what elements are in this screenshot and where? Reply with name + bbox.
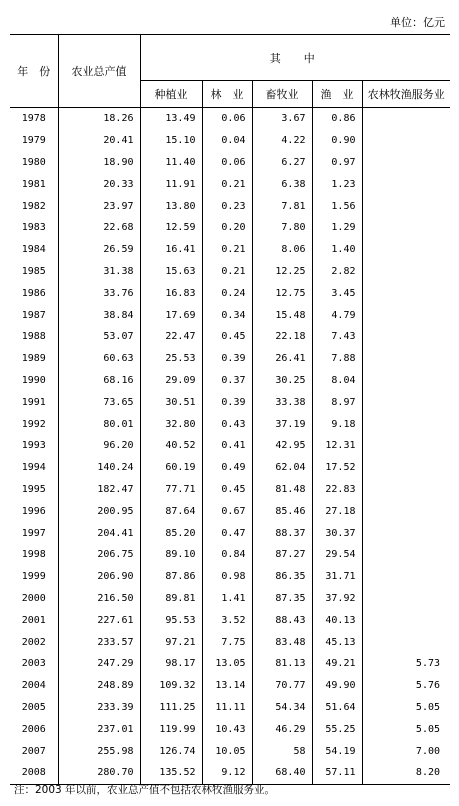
year-cell: 1981 [21, 178, 46, 190]
crops-cell: 12.59 [140, 217, 202, 239]
forestry-cell: 1.41 [202, 588, 252, 610]
total-cell: 20.41 [58, 130, 140, 152]
table-row [10, 239, 450, 261]
fishery-cell: 31.71 [312, 566, 362, 588]
header-crops: 种植业 [140, 81, 202, 108]
total-cell: 237.01 [58, 718, 140, 740]
table-row [10, 173, 450, 195]
services-cell [362, 609, 450, 631]
table-row [10, 391, 450, 413]
services-cell [362, 588, 450, 610]
livestock-cell: 46.29 [252, 718, 312, 740]
total-cell: 200.95 [58, 500, 140, 522]
services-cell: 5.73 [362, 653, 450, 675]
total-cell: 68.16 [58, 370, 140, 392]
total-cell: 38.84 [58, 304, 140, 326]
forestry-cell: 0.21 [202, 173, 252, 195]
table-row [10, 435, 450, 457]
total-cell: 206.90 [58, 566, 140, 588]
livestock-cell: 42.95 [252, 435, 312, 457]
table-row [10, 522, 450, 544]
crops-cell: 29.09 [140, 370, 202, 392]
services-cell [362, 130, 450, 152]
year-cell: 1988 [21, 331, 46, 343]
fishery-cell: 3.45 [312, 282, 362, 304]
fishery-cell: 57.11 [312, 762, 362, 784]
total-cell: 227.61 [58, 609, 140, 631]
livestock-cell: 3.67 [252, 108, 312, 130]
table-row [10, 457, 450, 479]
table-row [10, 740, 450, 762]
crops-cell: 11.91 [140, 173, 202, 195]
year-cell: 1979 [21, 135, 46, 147]
livestock-cell: 33.38 [252, 391, 312, 413]
crops-cell: 32.80 [140, 413, 202, 435]
fishery-cell: 22.83 [312, 479, 362, 501]
services-cell [362, 631, 450, 653]
fishery-cell: 2.82 [312, 261, 362, 283]
forestry-cell: 0.06 [202, 152, 252, 174]
services-cell: 8.20 [362, 762, 450, 784]
forestry-cell: 9.12 [202, 762, 252, 784]
total-cell: 206.75 [58, 544, 140, 566]
header-services: 农林牧渔服务业 [362, 81, 450, 108]
services-cell [362, 457, 450, 479]
year-cell: 1994 [21, 462, 46, 474]
total-cell: 233.57 [58, 631, 140, 653]
services-cell [362, 413, 450, 435]
livestock-cell: 4.22 [252, 130, 312, 152]
total-cell: 80.01 [58, 413, 140, 435]
year-cell: 1986 [21, 287, 46, 299]
year-cell: 2005 [21, 701, 46, 713]
forestry-cell: 0.67 [202, 500, 252, 522]
table-row [10, 675, 450, 697]
year-cell: 1982 [21, 200, 46, 212]
total-cell: 140.24 [58, 457, 140, 479]
table-row [10, 609, 450, 631]
total-cell: 96.20 [58, 435, 140, 457]
crops-cell: 13.49 [140, 108, 202, 130]
forestry-cell: 10.05 [202, 740, 252, 762]
crops-cell: 25.53 [140, 348, 202, 370]
forestry-cell: 11.11 [202, 697, 252, 719]
livestock-cell: 6.38 [252, 173, 312, 195]
year-cell: 1983 [21, 222, 46, 234]
fishery-cell: 1.56 [312, 195, 362, 217]
forestry-cell: 7.75 [202, 631, 252, 653]
livestock-cell: 54.34 [252, 697, 312, 719]
total-cell: 18.26 [58, 108, 140, 130]
table-row [10, 261, 450, 283]
crops-cell: 30.51 [140, 391, 202, 413]
livestock-cell: 85.46 [252, 500, 312, 522]
year-cell: 1999 [21, 571, 46, 583]
crops-cell: 119.99 [140, 718, 202, 740]
crops-cell: 135.52 [140, 762, 202, 784]
services-cell [362, 522, 450, 544]
fishery-cell: 55.25 [312, 718, 362, 740]
livestock-cell: 7.81 [252, 195, 312, 217]
services-cell [362, 326, 450, 348]
table-row [10, 479, 450, 501]
year-cell: 1987 [21, 309, 46, 321]
crops-cell: 109.32 [140, 675, 202, 697]
fishery-cell: 49.90 [312, 675, 362, 697]
fishery-cell: 49.21 [312, 653, 362, 675]
crops-cell: 89.10 [140, 544, 202, 566]
forestry-cell: 0.04 [202, 130, 252, 152]
footnote: 注：2003 年以前，农业总产值不包括农林牧渔服务业。 [14, 784, 276, 796]
crops-cell: 15.63 [140, 261, 202, 283]
table-row [10, 130, 450, 152]
forestry-cell: 0.34 [202, 304, 252, 326]
livestock-cell: 22.18 [252, 326, 312, 348]
fishery-cell: 0.90 [312, 130, 362, 152]
crops-cell: 126.74 [140, 740, 202, 762]
unit-label: 单位：亿元 [390, 16, 445, 29]
total-cell: 233.39 [58, 697, 140, 719]
fishery-cell: 17.52 [312, 457, 362, 479]
header-livestock: 畜牧业 [252, 81, 312, 108]
table-row [10, 697, 450, 719]
services-cell [362, 348, 450, 370]
total-cell: 248.89 [58, 675, 140, 697]
services-cell: 5.05 [362, 718, 450, 740]
services-cell [362, 239, 450, 261]
fishery-cell: 29.54 [312, 544, 362, 566]
livestock-cell: 12.75 [252, 282, 312, 304]
forestry-cell: 0.06 [202, 108, 252, 130]
livestock-cell: 26.41 [252, 348, 312, 370]
year-cell: 1990 [21, 374, 46, 386]
crops-cell: 77.71 [140, 479, 202, 501]
livestock-cell: 15.48 [252, 304, 312, 326]
fishery-cell: 27.18 [312, 500, 362, 522]
crops-cell: 16.41 [140, 239, 202, 261]
crops-cell: 97.21 [140, 631, 202, 653]
year-cell: 1989 [21, 353, 46, 365]
table-row [10, 326, 450, 348]
year-cell: 2000 [21, 592, 46, 604]
fishery-cell: 1.29 [312, 217, 362, 239]
forestry-cell: 13.05 [202, 653, 252, 675]
forestry-cell: 0.43 [202, 413, 252, 435]
crops-cell: 89.81 [140, 588, 202, 610]
total-cell: 216.50 [58, 588, 140, 610]
forestry-cell: 0.20 [202, 217, 252, 239]
total-cell: 26.59 [58, 239, 140, 261]
forestry-cell: 0.47 [202, 522, 252, 544]
services-cell: 7.00 [362, 740, 450, 762]
table-row [10, 566, 450, 588]
forestry-cell: 0.37 [202, 370, 252, 392]
table-row [10, 762, 450, 784]
services-cell [362, 195, 450, 217]
livestock-cell: 88.43 [252, 609, 312, 631]
fishery-cell: 12.31 [312, 435, 362, 457]
fishery-cell: 0.86 [312, 108, 362, 130]
livestock-cell: 12.25 [252, 261, 312, 283]
year-cell: 2001 [21, 614, 46, 626]
livestock-cell: 88.37 [252, 522, 312, 544]
header-fishery: 渔 业 [312, 81, 362, 108]
livestock-cell: 87.27 [252, 544, 312, 566]
table-row [10, 348, 450, 370]
crops-cell: 16.83 [140, 282, 202, 304]
header-of-which: 其 中 [140, 35, 450, 81]
total-cell: 53.07 [58, 326, 140, 348]
total-cell: 280.70 [58, 762, 140, 784]
fishery-cell: 54.19 [312, 740, 362, 762]
crops-cell: 98.17 [140, 653, 202, 675]
header-year: 年 份 [10, 35, 58, 108]
livestock-cell: 83.48 [252, 631, 312, 653]
fishery-cell: 37.92 [312, 588, 362, 610]
table-row [10, 718, 450, 740]
fishery-cell: 4.79 [312, 304, 362, 326]
forestry-cell: 3.52 [202, 609, 252, 631]
livestock-cell: 7.80 [252, 217, 312, 239]
year-cell: 1984 [21, 244, 46, 256]
crops-cell: 15.10 [140, 130, 202, 152]
services-cell: 5.05 [362, 697, 450, 719]
year-cell: 1978 [21, 113, 46, 125]
total-cell: 22.68 [58, 217, 140, 239]
year-cell: 2007 [21, 745, 46, 757]
table-row [10, 653, 450, 675]
fishery-cell: 7.88 [312, 348, 362, 370]
livestock-cell: 70.77 [252, 675, 312, 697]
forestry-cell: 0.24 [202, 282, 252, 304]
forestry-cell: 0.45 [202, 326, 252, 348]
services-cell [362, 500, 450, 522]
year-cell: 1992 [21, 418, 46, 430]
total-cell: 255.98 [58, 740, 140, 762]
services-cell [362, 217, 450, 239]
forestry-cell: 10.43 [202, 718, 252, 740]
year-cell: 1998 [21, 549, 46, 561]
table-row [10, 631, 450, 653]
livestock-cell: 30.25 [252, 370, 312, 392]
total-cell: 182.47 [58, 479, 140, 501]
fishery-cell: 1.23 [312, 173, 362, 195]
year-cell: 2002 [21, 636, 46, 648]
header-total: 农业总产值 [58, 35, 140, 108]
livestock-cell: 8.06 [252, 239, 312, 261]
forestry-cell: 13.14 [202, 675, 252, 697]
year-cell: 1991 [21, 396, 46, 408]
header-forestry: 林 业 [202, 81, 252, 108]
fishery-cell: 40.13 [312, 609, 362, 631]
fishery-cell: 1.40 [312, 239, 362, 261]
total-cell: 31.38 [58, 261, 140, 283]
fishery-cell: 8.04 [312, 370, 362, 392]
year-cell: 2006 [21, 723, 46, 735]
forestry-cell: 0.41 [202, 435, 252, 457]
fishery-cell: 45.13 [312, 631, 362, 653]
crops-cell: 60.19 [140, 457, 202, 479]
crops-cell: 87.64 [140, 500, 202, 522]
services-cell [362, 544, 450, 566]
livestock-cell: 6.27 [252, 152, 312, 174]
services-cell: 5.76 [362, 675, 450, 697]
forestry-cell: 0.49 [202, 457, 252, 479]
table-row [10, 195, 450, 217]
services-cell [362, 479, 450, 501]
crops-cell: 111.25 [140, 697, 202, 719]
table-row [10, 282, 450, 304]
crops-cell: 85.20 [140, 522, 202, 544]
total-cell: 60.63 [58, 348, 140, 370]
forestry-cell: 0.23 [202, 195, 252, 217]
fishery-cell: 51.64 [312, 697, 362, 719]
livestock-cell: 68.40 [252, 762, 312, 784]
crops-cell: 95.53 [140, 609, 202, 631]
table-row [10, 217, 450, 239]
forestry-cell: 0.21 [202, 239, 252, 261]
year-cell: 1980 [21, 156, 46, 168]
year-cell: 1985 [21, 265, 46, 277]
table-row [10, 413, 450, 435]
services-cell [362, 173, 450, 195]
total-cell: 204.41 [58, 522, 140, 544]
total-cell: 20.33 [58, 173, 140, 195]
forestry-cell: 0.39 [202, 391, 252, 413]
forestry-cell: 0.84 [202, 544, 252, 566]
total-cell: 23.97 [58, 195, 140, 217]
table-row [10, 544, 450, 566]
services-cell [362, 152, 450, 174]
table-row [10, 500, 450, 522]
total-cell: 33.76 [58, 282, 140, 304]
services-cell [362, 282, 450, 304]
livestock-cell: 87.35 [252, 588, 312, 610]
table-row [10, 152, 450, 174]
table-row [10, 108, 450, 130]
fishery-cell: 0.97 [312, 152, 362, 174]
fishery-cell: 30.37 [312, 522, 362, 544]
livestock-cell: 86.35 [252, 566, 312, 588]
total-cell: 18.90 [58, 152, 140, 174]
year-cell: 1996 [21, 505, 46, 517]
forestry-cell: 0.21 [202, 261, 252, 283]
year-cell: 2004 [21, 680, 46, 692]
year-cell: 2003 [21, 658, 46, 670]
year-cell: 1995 [21, 483, 46, 495]
total-cell: 247.29 [58, 653, 140, 675]
table-row [10, 588, 450, 610]
crops-cell: 40.52 [140, 435, 202, 457]
fishery-cell: 7.43 [312, 326, 362, 348]
crops-cell: 22.47 [140, 326, 202, 348]
total-cell: 73.65 [58, 391, 140, 413]
table-body [10, 108, 450, 785]
fishery-cell: 8.97 [312, 391, 362, 413]
livestock-cell: 58 [252, 740, 312, 762]
livestock-cell: 62.04 [252, 457, 312, 479]
table-row [10, 370, 450, 392]
agricultural-output-table [10, 34, 450, 785]
table-row [10, 304, 450, 326]
crops-cell: 17.69 [140, 304, 202, 326]
year-cell: 1997 [21, 527, 46, 539]
forestry-cell: 0.45 [202, 479, 252, 501]
services-cell [362, 566, 450, 588]
fishery-cell: 9.18 [312, 413, 362, 435]
year-cell: 2008 [10, 762, 58, 784]
forestry-cell: 0.39 [202, 348, 252, 370]
services-cell [362, 391, 450, 413]
livestock-cell: 81.13 [252, 653, 312, 675]
services-cell [362, 108, 450, 130]
services-cell [362, 435, 450, 457]
crops-cell: 11.40 [140, 152, 202, 174]
livestock-cell: 37.19 [252, 413, 312, 435]
year-cell: 1993 [21, 440, 46, 452]
services-cell [362, 304, 450, 326]
crops-cell: 13.80 [140, 195, 202, 217]
services-cell [362, 261, 450, 283]
crops-cell: 87.86 [140, 566, 202, 588]
livestock-cell: 81.48 [252, 479, 312, 501]
services-cell [362, 370, 450, 392]
forestry-cell: 0.98 [202, 566, 252, 588]
